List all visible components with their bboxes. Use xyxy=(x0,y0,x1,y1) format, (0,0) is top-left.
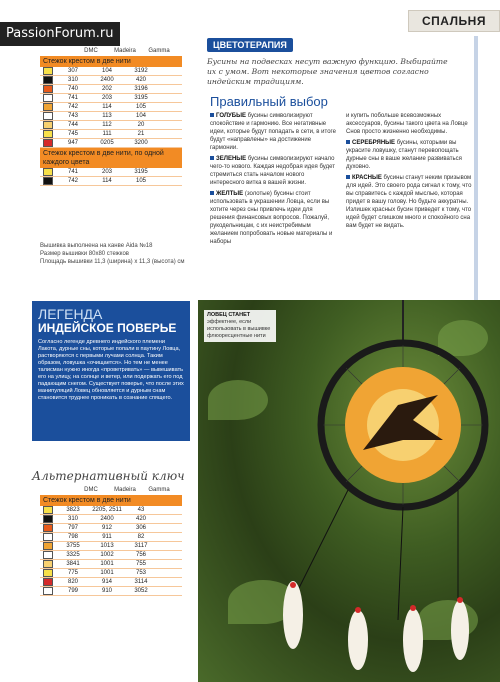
color-key-main xyxy=(40,48,182,186)
key-cell: 912 xyxy=(101,525,112,531)
photo-caption: ЛОВЕЦ СТАНЕТ эффектнее, если использовать в вышивке флюоресцентные нити xyxy=(204,310,276,342)
key-row xyxy=(40,506,182,515)
symbol-swatch xyxy=(43,139,53,147)
key-header: DMC Madeira Gamma xyxy=(84,48,170,54)
symbol-swatch xyxy=(43,67,53,75)
key-cell: 755 xyxy=(135,561,146,567)
key-row xyxy=(40,121,182,130)
key-cell: 113 xyxy=(102,113,112,119)
key-cell: 114 xyxy=(102,104,112,110)
key-cell: 1001 xyxy=(100,561,114,567)
key-cell: 2400 xyxy=(100,77,114,83)
symbol-swatch xyxy=(43,542,53,550)
symbol-swatch xyxy=(43,506,53,514)
key-cell: 741 xyxy=(67,169,78,175)
legend-subtitle: ИНДЕЙСКОЕ ПОВЕРЬЕ xyxy=(38,321,177,335)
paragraph: СЕРЕБРЯНЫЕ бусины, которыми вы украсите ловушку, станут перевопощать дурные сны в ваше желание развиваться духовно. xyxy=(346,140,462,170)
key-cell: 745 xyxy=(67,131,78,137)
key-row xyxy=(40,130,182,139)
key-row xyxy=(40,560,182,569)
key-cell: 82 xyxy=(137,534,145,540)
key-row xyxy=(40,76,182,85)
key-cell: 820 xyxy=(67,579,78,585)
key-cell: 111 xyxy=(102,131,112,137)
symbol-swatch xyxy=(43,103,53,111)
key-cell: 1002 xyxy=(100,552,114,558)
key-cell: 753 xyxy=(135,570,146,576)
key-row xyxy=(40,67,182,76)
section-tab: СПАЛЬНЯ xyxy=(408,10,500,32)
key-cell: 743 xyxy=(67,113,78,119)
key-row xyxy=(40,551,182,560)
key-cell: 3841 xyxy=(66,561,80,567)
key-cell: 3823 xyxy=(66,507,80,513)
symbol-swatch xyxy=(43,76,53,84)
key-cell: 104 xyxy=(135,113,146,119)
symbol-swatch xyxy=(43,168,53,176)
key-cell: 104 xyxy=(101,68,112,74)
symbol-swatch xyxy=(43,85,53,93)
key-cell: 3196 xyxy=(134,86,148,92)
key-cell: 3200 xyxy=(134,140,148,146)
key-cell: 742 xyxy=(67,178,78,184)
paragraph: ЖЕЛТЫЕ (золотые) бусины стоит использовать в украшении Ловца, если вы хотите через сны привлечь идеи для решения финансовых вопросов. Пожалуй, рукодельницам, с их неистребимым желанием попробовать новые материалы и наборы xyxy=(210,191,333,245)
key-row xyxy=(40,515,182,524)
key-cell: 775 xyxy=(67,570,78,576)
key-cell: 43 xyxy=(137,507,145,513)
text-column-2 xyxy=(346,112,474,233)
watermark: PassionForum.ru xyxy=(0,22,120,46)
symbol-swatch xyxy=(43,560,53,568)
paragraph: ГОЛУБЫЕ бусины символизируют спокойствие и гармонию. Все негативные идеи, которые будут попадать в сети, в итоге будут «направлены» на достижение гармонии. xyxy=(210,113,336,151)
symbol-swatch xyxy=(43,177,53,185)
key-row xyxy=(40,85,182,94)
key-cell: 20 xyxy=(137,122,145,128)
color-key-alt: DMC Madeira Gamma Стежок крестом в две нити 3823 2205, 2511 43 310 2400 420 797 912 306 798 911 82 3755 1013 3117 3325 1002 756 3841 1001 755 775 1001 753 820 914 3114 799 910 3052 xyxy=(40,487,182,596)
symbol-swatch xyxy=(43,121,53,129)
key-row xyxy=(40,177,182,186)
main-heading: Правильный выбор xyxy=(210,94,328,109)
key-cell: 799 xyxy=(67,588,78,594)
key-cell: 740 xyxy=(67,86,78,92)
key-bar: Стежок крестом в две нити, по одной каждого цвета xyxy=(40,148,182,168)
key-cell: 105 xyxy=(135,178,146,184)
key-row xyxy=(40,578,182,587)
key-row xyxy=(40,542,182,551)
key-cell: 420 xyxy=(135,77,146,83)
paragraph: ЗЕЛЕНЫЕ бусины символизируют начало чего-то нового. Каждая недобрая идея будет стремиться стать началом нового интересного витка в вашей жизни. xyxy=(210,156,335,186)
key-cell: 1013 xyxy=(100,543,114,549)
key-cell: 307 xyxy=(67,68,78,74)
dreamcatcher-illustration xyxy=(198,300,500,682)
key-cell: 2205, 2511 xyxy=(92,507,122,513)
key-cell: 310 xyxy=(67,77,78,83)
key-cell: 306 xyxy=(135,525,146,531)
key-cell: 3117 xyxy=(134,543,148,549)
key-cell: 3195 xyxy=(134,169,148,175)
symbol-swatch xyxy=(43,515,53,523)
paragraph: и купить побольше всевозможных аксессуаров, бусины такого цвета на Ловце Снов просто жизненно необходимы. xyxy=(346,113,468,135)
symbol-swatch xyxy=(43,112,53,120)
symbol-swatch xyxy=(43,569,53,577)
paragraph: КРАСНЫЕ бусины станут неким призывом для идей. Это своего рода сигнал к тому, что вы справитесь с каждой мыслью, которая придет в вашу голову. Но будьте аккуратны. Излишек красных бусин приведет к тому, что идей будет слишком много и спокойного сна вам будет не видать. xyxy=(346,175,472,229)
key-row xyxy=(40,94,182,103)
key-cell: 3192 xyxy=(134,68,148,74)
section-pill: ЦВЕТОТЕРАПИЯ xyxy=(207,38,293,52)
key-row xyxy=(40,103,182,112)
key-cell: 947 xyxy=(67,140,78,146)
key-cell: 203 xyxy=(101,169,112,175)
symbol-swatch xyxy=(43,551,53,559)
key-row xyxy=(40,587,182,596)
key-cell: 3114 xyxy=(134,579,148,585)
lead-text: Бусины на подвесках несут важную функцию. Выбирайте их с умом. Вот некоторые значения цветов согласно индейским традициям. xyxy=(207,57,448,86)
key-cell: 910 xyxy=(101,588,112,594)
text-column-1 xyxy=(210,112,338,249)
key-bar: Стежок крестом в две нити xyxy=(40,56,182,67)
key-cell: 3195 xyxy=(134,95,148,101)
symbol-swatch xyxy=(43,587,53,595)
key-cell: 105 xyxy=(135,104,146,110)
key-cell: 756 xyxy=(135,552,146,558)
key-row xyxy=(40,139,182,148)
key-cell: 742 xyxy=(67,104,78,110)
key-cell: 420 xyxy=(135,516,146,522)
symbol-swatch xyxy=(43,130,53,138)
key-row xyxy=(40,569,182,578)
symbol-swatch xyxy=(43,94,53,102)
key-row xyxy=(40,524,182,533)
symbol-swatch xyxy=(43,578,53,586)
alt-key-title: Альтернативный ключ xyxy=(32,469,185,483)
legend-text: Согласно легенде древнего индейского племени Лакота, дурные сны, которые попали в паутину Ловца, растворяются с первыми лучами солнца. Таким образом, ловушка «очищается». Но тем не менее талисман нужно иногда «проветривать» — вывешивать его на улицу, на солнце и ветер, или подержать его под падающим снегом. Существует поверье, что после этих манипуляций Ловец обновляется и дурным снам становится труднее проникать в сознание спящего. xyxy=(38,339,184,401)
embroidery-info: Вышивка выполнена на канве Aida №18 Размер вышивки 80x80 стежков Площадь вышивки 11,3 (ширина) x 11,3 (высота) см xyxy=(40,243,185,265)
key-row xyxy=(40,112,182,121)
key-cell: 203 xyxy=(101,95,112,101)
key-row xyxy=(40,168,182,177)
key-cell: 741 xyxy=(67,95,78,101)
key-bar: Стежок крестом в две нити xyxy=(40,495,182,506)
legend-title: ЛЕГЕНДА xyxy=(38,306,103,322)
key-cell: 21 xyxy=(137,131,145,137)
key-cell: 3325 xyxy=(66,552,80,558)
key-cell: 3052 xyxy=(134,588,148,594)
key-cell: 0205 xyxy=(100,140,114,146)
key-cell: 744 xyxy=(67,122,78,128)
key-cell: 112 xyxy=(102,122,112,128)
key-cell: 798 xyxy=(67,534,78,540)
legend-box xyxy=(32,301,190,441)
key-cell: 202 xyxy=(101,86,112,92)
key-row xyxy=(40,533,182,542)
dreamcatcher-photo xyxy=(198,300,500,682)
key-cell: 114 xyxy=(102,178,112,184)
key-cell: 310 xyxy=(67,516,78,522)
key-cell: 3755 xyxy=(66,543,80,549)
key-cell: 797 xyxy=(67,525,78,531)
key-cell: 1001 xyxy=(100,570,114,576)
key-cell: 2400 xyxy=(100,516,114,522)
side-accent xyxy=(474,36,478,336)
key-cell: 911 xyxy=(102,534,112,540)
symbol-swatch xyxy=(43,524,53,532)
key-cell: 914 xyxy=(101,579,112,585)
symbol-swatch xyxy=(43,533,53,541)
